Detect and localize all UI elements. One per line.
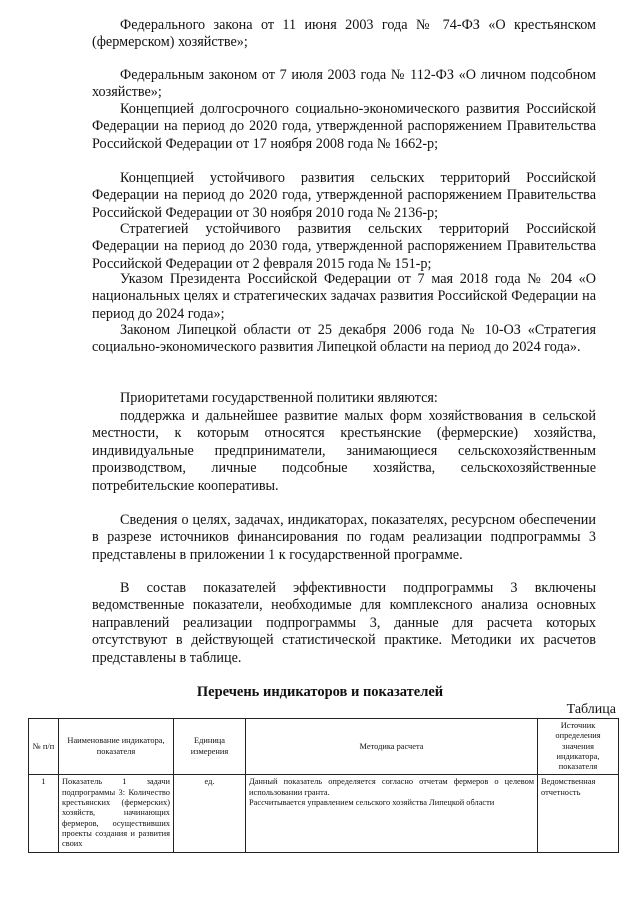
- paragraph-goals-info: Сведения о целях, задачах, индикаторах, показателях, ресурсном обеспечении в разрезе источников финансирования по годам реализации подпрограммы 3 представлены в приложении 1 к государственной программе.: [92, 512, 596, 563]
- cell-number: 1: [29, 775, 59, 852]
- cell-unit: ед.: [174, 775, 246, 852]
- header-source: Источник определения значения индикатора, показателя: [538, 719, 619, 775]
- paragraph-concept-2020: Концепцией долгосрочного социально-экономического развития Российской Федерации на период до 2020 года, утвержденной распоряжением Правительства Российской Федерации от 17 ноября 2008 года № 1662-р;: [92, 101, 596, 152]
- table-heading: Перечень индикаторов и показателей: [196, 684, 444, 700]
- paragraph-law-112fz: Федеральным законом от 7 июля 2003 года № 112-ФЗ «О личном подсобном хозяйстве»;: [92, 67, 596, 101]
- header-unit: Единица измерения: [174, 719, 246, 775]
- header-method: Методика расчета: [246, 719, 538, 775]
- paragraph-strategy-2030: Стратегией устойчивого развития сельских территорий Российской Федерации на период до 2030 года, утвержденной распоряжением Правительства Российской Федерации от 2 февраля 2015 года № 151-р;: [92, 221, 596, 272]
- cell-method: Данный показатель определяется согласно отчетам фермеров о целевом использовании гранта. Рассчитывается управлением сельского хозяйства Липецкой области: [246, 775, 538, 852]
- table-header-row: [29, 719, 619, 775]
- paragraph-priorities-intro: Приоритетами государственной политики являются:: [120, 390, 438, 406]
- paragraph-priorities-list: поддержка и дальнейшее развитие малых форм хозяйствования в сельской местности, к которым относятся крестьянские (фермерские) хозяйства, индивидуальные предприниматели, занимающиеся сельскохозяйственным производством, личные подсобные хозяйства, сельскохозяйственные потребительские кооперативы.: [92, 408, 596, 494]
- paragraph-concept-rural: Концепцией устойчивого развития сельских территорий Российской Федерации на период до 2020 года, утвержденной распоряжением Правительства Российской Федерации от 30 ноября 2010 года № 2136-р;: [92, 170, 596, 221]
- cell-indicator-name: Показатель 1 задачи подпрограммы 3: Количество крестьянских (фермерских) хозяйств, начинающих фермеров, осуществивших проекты создания и развития своих: [59, 775, 174, 852]
- table-label: Таблица: [566, 702, 616, 717]
- table-row: [29, 775, 619, 852]
- paragraph-indicators-info: В состав показателей эффективности подпрограммы 3 включены ведомственные показатели, необходимые для комплексного анализа основных направлений реализации подпрограммы 3, данные для расчета которых отсутствуют в действующей статистической практике. Методики их расчетов представлены в таблице.: [92, 580, 596, 666]
- paragraph-regional-law: Законом Липецкой области от 25 декабря 2006 года № 10-ОЗ «Стратегия социально-экономического развития Липецкой области на период до 2024 года».: [92, 322, 596, 356]
- paragraph-law-74fz: Федерального закона от 11 июня 2003 года № 74-ФЗ «О крестьянском (фермерском) хозяйстве»;: [92, 17, 596, 51]
- cell-source: Ведомственная отчетность: [538, 775, 619, 852]
- header-number: № п/п: [29, 719, 59, 775]
- header-indicator-name: Наименование индикатора, показателя: [59, 719, 174, 775]
- paragraph-decree-204: Указом Президента Российской Федерации от 7 мая 2018 года № 204 «О национальных целях и стратегических задачах развития Российской Федерации на период до 2024 года»;: [92, 271, 596, 322]
- indicators-table: [28, 718, 619, 853]
